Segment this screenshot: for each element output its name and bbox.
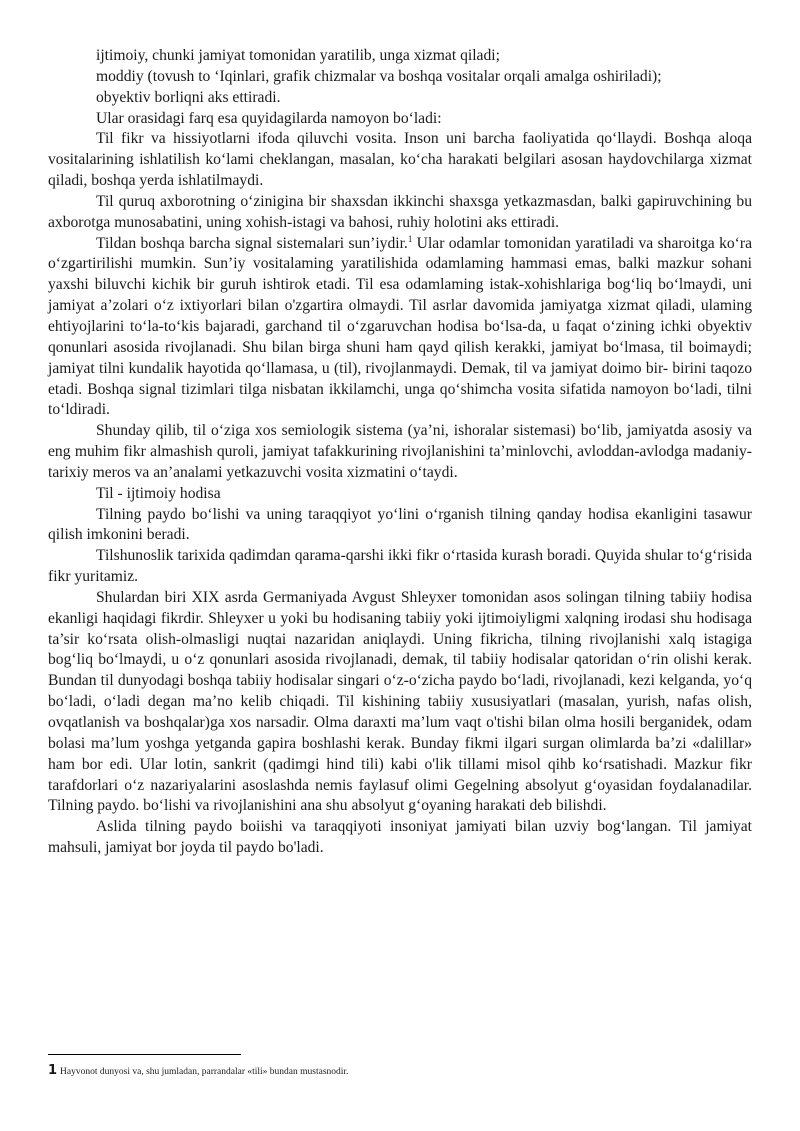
paragraph: Shunday qilib, til o‘ziga xos semiologik sistema (ya’ni, ishoralar sistemasi) bo‘lib, jamiyatda asosiy va eng muhim fikr almashish quroli, jamiyat tafakkurining rivojlanishini ta’minlovchi, avloddan-avlodga madaniy-tarixiy meros va an’analami yetkazuvchi vosita xizmatini o‘taydi.	[48, 422, 752, 481]
footnote-number: 1	[48, 1063, 58, 1078]
paragraph: Tilshunoslik tarixida qadimdan qarama-qarshi ikki fikr o‘rtasida kurash boradi. Quyida shular to‘g‘risida fikr yuritamiz.	[48, 547, 752, 586]
paragraph-text: Ular odamlar tomonidan yaratiladi va sharoitga ko‘ra o‘zgartirilishi mumkin. Sun’iy vositalaming yaratilishida odamlaming hammasi emas, balki mazkur sohani yaxshi biluvchi kichik bir guruh ishtirok etadi. Til esa odamlaming istak-xohishlariga bog‘liq bo‘lmaydi, uni jamiyat a’zolari o‘z ixtiyorlari bilan o'zgartira olmaydi. Til asrlar davomida jamiyatga xizmat qiladi, ulaming ehtiyojlarini to‘la-to‘kis bajaradi, garchand til o‘zgaruvchan hodisa bo‘lsa-da, u faqat o‘zining ichki obyektiv qonunlari asosida rivojlanadi. Shu bilan birga shuni ham qayd qilish kerakki, jamiyat bo‘lmasa, til boimaydi; jamiyat tilni kundalik hayotida qo‘llamasa, u (til), rivojlanmaydi. Demak, til va jamiyat doimo bir- birini taqozo etadi. Boshqa signal tizimlari tilga nisbatan ikkilamchi, unga qo‘shimcha vosita sifatida namoyon bo‘ladi, tilni to‘ldiradi.	[48, 234, 752, 419]
paragraph: Ular orasidagi farq esa quyidagilarda namoyon bo‘ladi:	[96, 109, 442, 127]
paragraph: Tilning paydo bo‘lishi va uning taraqqiyot yo‘lini o‘rganish tilning qanday hodisa ekanligini tasawur qilish imkonini beradi.	[48, 505, 752, 544]
paragraph-with-footnote	[48, 234, 752, 422]
footnote-text: Hayvonot dunyosi va, shu jumladan, parrandalar «tili» bundan mustasnodir.	[60, 1067, 349, 1077]
footnote-separator	[48, 1054, 241, 1055]
footnote	[48, 1064, 752, 1079]
paragraph: Aslida tilning paydo boiishi va taraqqiyoti insoniyat jamiyati bilan uzviy bog‘langan. Til jamiyat mahsuli, jamiyat bor joyda til paydo bo'ladi.	[48, 818, 752, 857]
footnote-reference[interactable]: 1	[407, 233, 413, 244]
paragraph-text: Tildan boshqa barcha signal sistemalari sun’iydir.	[96, 234, 408, 252]
paragraph: moddiy (tovush to ‘Iqinlari, grafik chizmalar va boshqa vositalar orqali amalga oshiriladi);	[96, 67, 662, 85]
paragraph: Til quruq axborotning o‘zinigina bir shaxsdan ikkinchi shaxsga yetkazmasdan, balki gapiruvchining bu axborotga munosabatini, uning xohish-istagi va bahosi, ruhiy holotini aks ettiradi.	[48, 192, 752, 231]
paragraph: obyektiv borliqni aks ettiradi.	[96, 88, 281, 106]
document-body	[48, 46, 752, 859]
paragraph: Til fikr va hissiyotlarni ifoda qiluvchi vosita. Inson uni barcha faoliyatida qo‘llaydi. Boshqa aloqa vositalarining ishlatilish ko‘lami cheklangan, masalan, ko‘cha harakati belgilari asosan haydovchilarga xizmat qiladi, boshqa yerda ishlatilmaydi.	[48, 130, 752, 190]
paragraph: ijtimoiy, chunki jamiyat tomonidan yaratilib, unga xizmat qiladi;	[96, 47, 500, 64]
paragraph: Shulardan biri XIX asrda Germaniyada Avgust Shleyxer tomonidan asos solingan tilning tabiiy hodisa ekanligi haqidagi fikrdir. Shleyxer u yoki bu hodisaning tabiiy yoki ijtimoiyligmi xalqning irodasi shu hodisaga ta’sir ko‘rsata olish-olmasligi nuqtai nazaridan aniqlaydi. Uning fikricha, tilning rivojlanishi xalq istagiga bog‘liq bo‘lmaydi, u o‘z qonunlari asosida rivojlanadi, demak, til tabiiy hodisalar qatoridan o‘rin olishi kerak. Bundan til dunyodagi boshqa tabiiy hodisalar singari o‘z-o‘zicha paydo bo‘ladi, rivojlanadi, kezi kelganda, yo‘q bo‘ladi, o‘ladi degan ma’no kelib chiqadi. Til kishining tabiiy xususiyatlari (masalan, yurish, nafas olish, ovqatlanish va boshqalar)ga xos narsadir. Olma daraxti ma’lum vaqt o'tishi bilan olma hosili berganidek, odam bolasi ma’lum yoshga yetganda gapira boshlashi kerak. Bunday fikmi ilgari surgan olimlarda ba’zi «dalillar» ham bor edi. Ular lotin, sankrit (qadimgi hind tili) kabi o'lik tillami misol qihb ko‘rsatishadi. Mazkur fikr tarafdorlari o‘z nazariyalarini asoslashda nemis faylasuf olimi Gegelning absolyut g‘oyasidan foydalanadilar. Tilning paydo. bo‘lishi va rivojlanishini ana shu absolyut g‘oyaning harakati deb bilishdi.	[48, 588, 752, 815]
section-heading: Til - ijtimoiy hodisa	[96, 484, 221, 502]
